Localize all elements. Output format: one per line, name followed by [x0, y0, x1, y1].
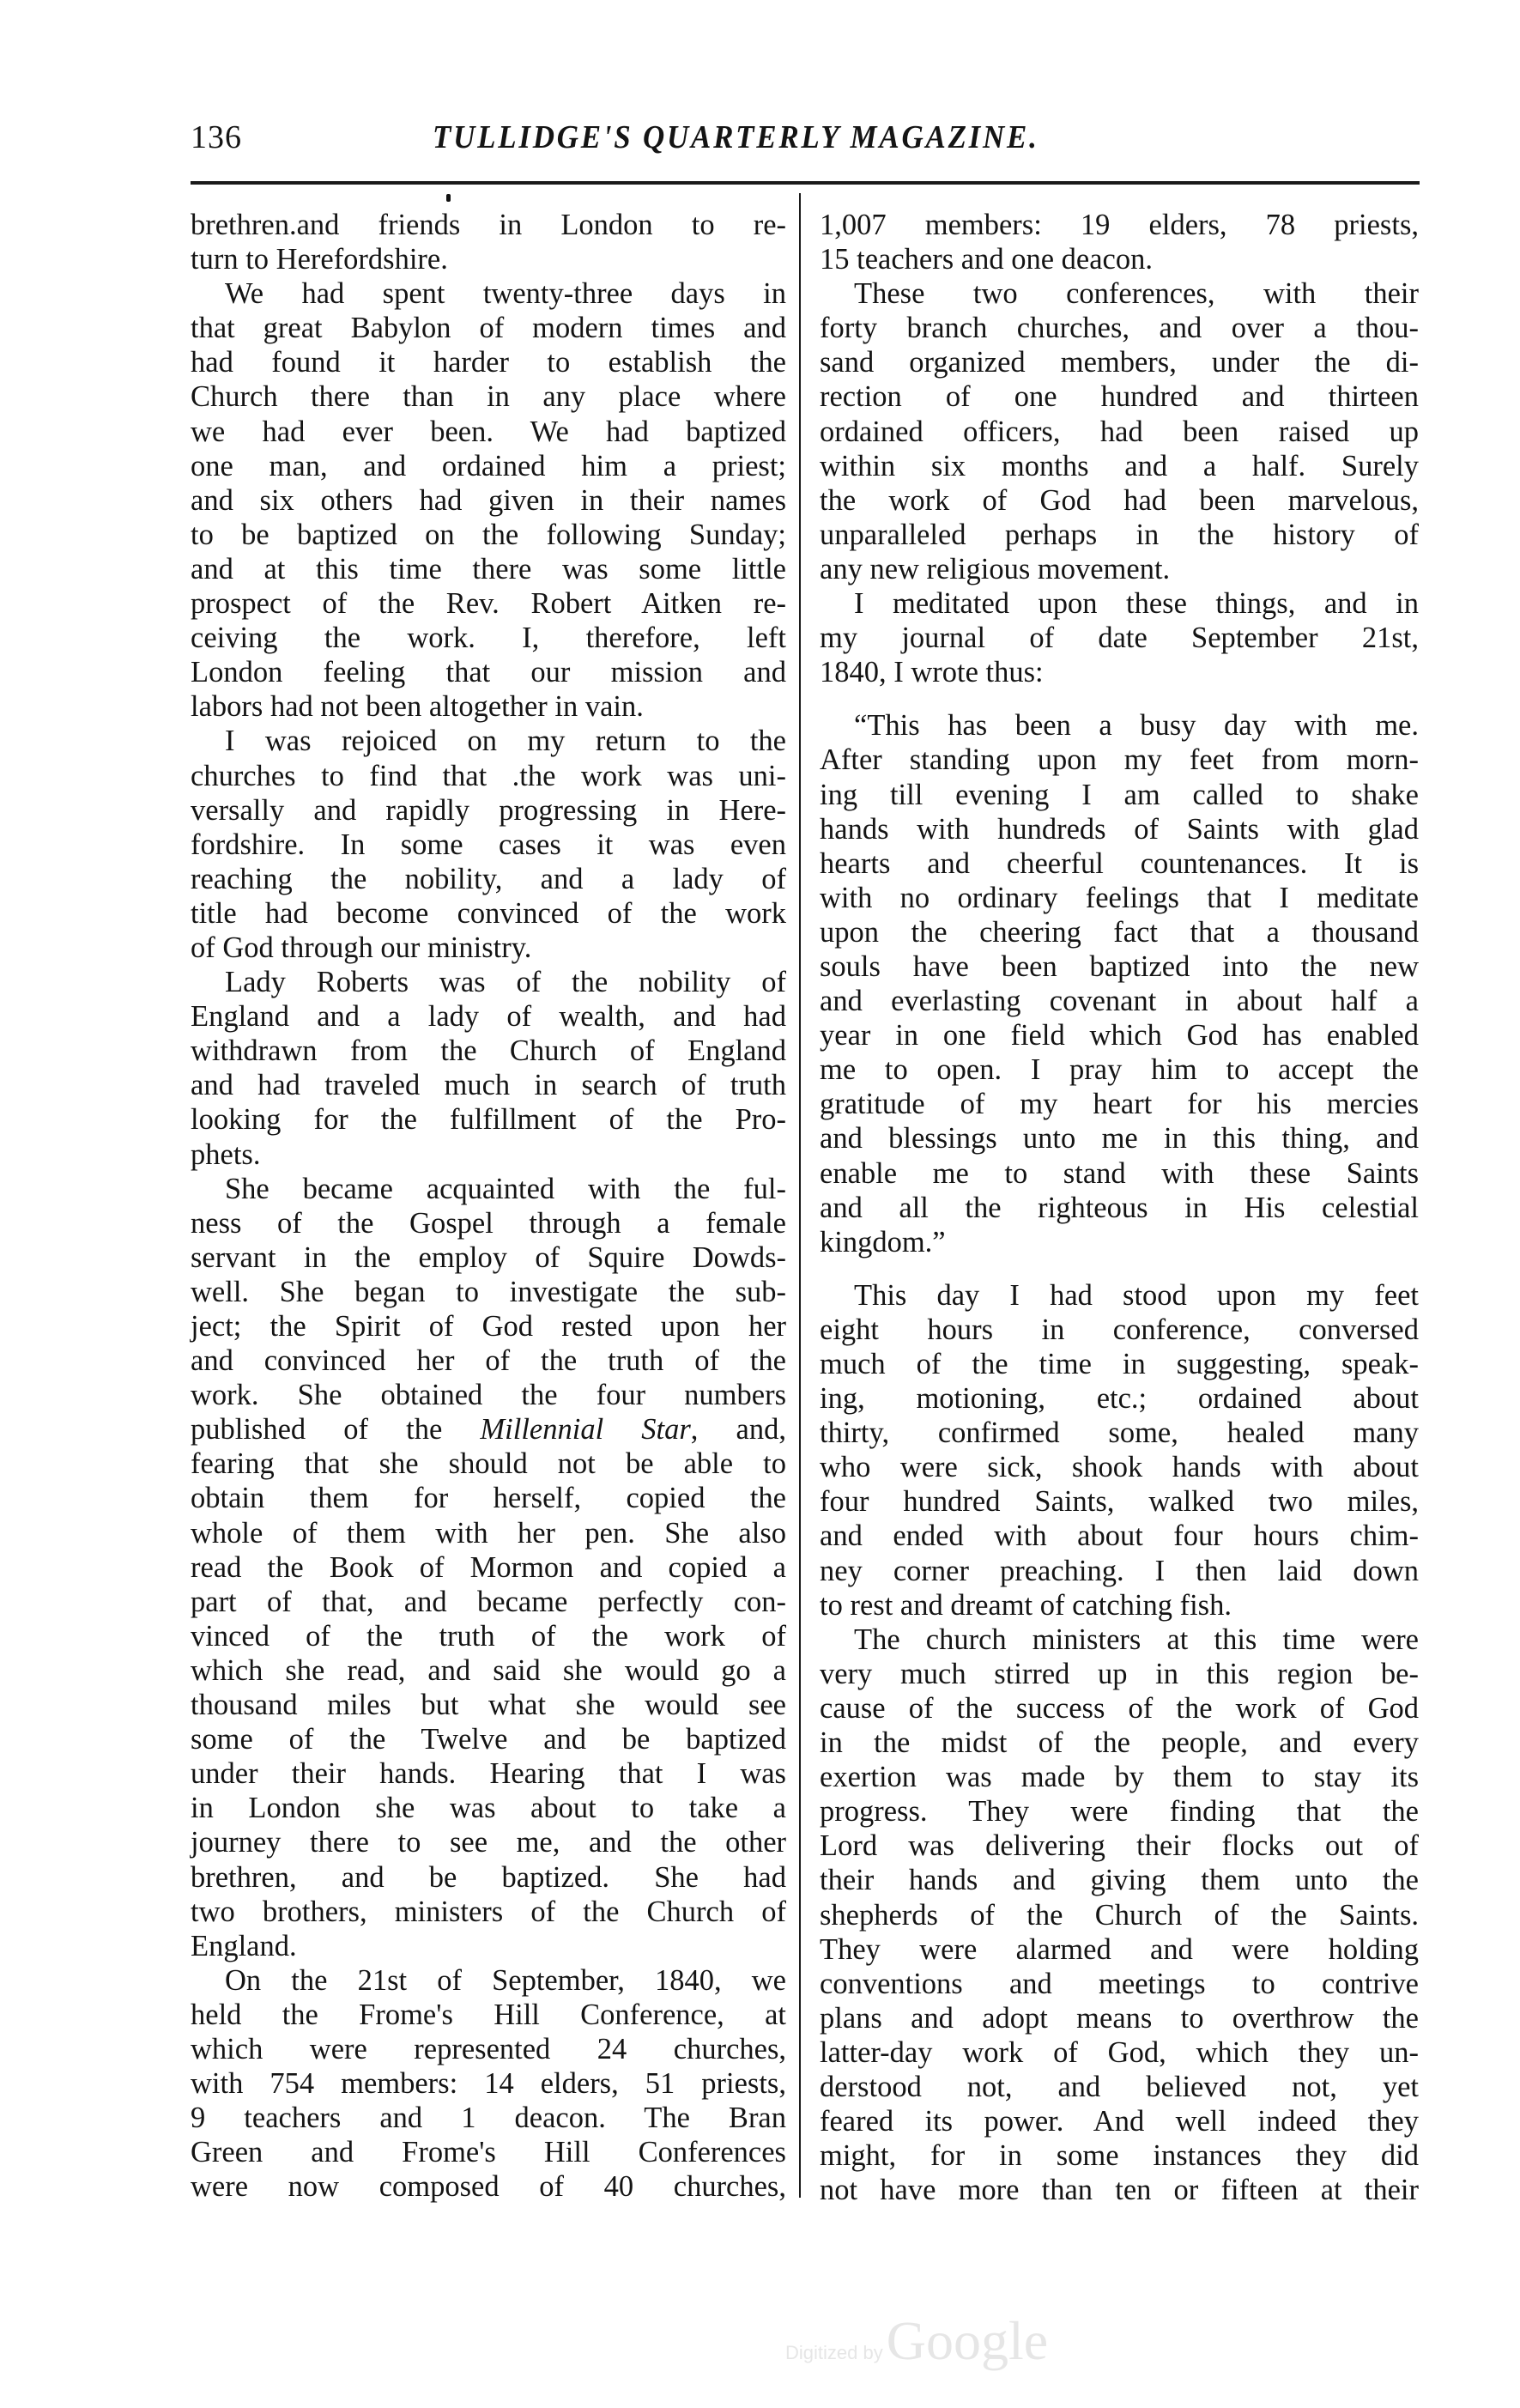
- line-text: not have more than ten or fifteen at their: [820, 2174, 1419, 2207]
- text-line: [820, 778, 1419, 812]
- left-column: [191, 208, 786, 2204]
- line-text-after: , and,: [690, 1413, 786, 1447]
- line-text: ing till evening I am called to shake: [820, 778, 1419, 811]
- page-number: 136: [191, 119, 242, 155]
- text-line: [820, 2001, 1419, 2035]
- text-line: [191, 208, 786, 242]
- line-text: might, for in some instances they did: [820, 2139, 1419, 2173]
- text-line: [820, 1191, 1419, 1225]
- text-line: [191, 621, 786, 655]
- text-line: [191, 1378, 786, 1412]
- text-line: [820, 655, 1419, 689]
- text-line: [820, 345, 1419, 379]
- line-text: we had ever been. We had baptized: [191, 415, 786, 448]
- line-text: very much stirred up in this region be-: [820, 1657, 1419, 1690]
- text-line: [820, 1863, 1419, 1897]
- text-line: [191, 896, 786, 931]
- line-text: enable me to stand with these Saints: [820, 1156, 1419, 1190]
- text-line: [191, 655, 786, 689]
- line-text: turn to Herefordshire.: [191, 243, 448, 276]
- watermark-prefix: Digitized by: [785, 2342, 883, 2363]
- line-text: unparalleled perhaps in the history of: [820, 518, 1419, 551]
- line-text: servant in the employ of Squire Dowds-: [191, 1240, 786, 1274]
- line-text: in the midst of the people, and every: [820, 1726, 1419, 1760]
- text-line: [820, 1278, 1419, 1313]
- text-line: [820, 208, 1419, 242]
- line-text: published of the: [191, 1413, 481, 1447]
- text-line: [820, 1829, 1419, 1863]
- line-text: England.: [191, 1929, 297, 1962]
- line-text: She became acquainted with the ful-: [225, 1172, 786, 1205]
- text-line: [820, 1519, 1419, 1553]
- line-text: in London she was about to take a: [191, 1792, 786, 1825]
- line-text: phets.: [191, 1137, 261, 1171]
- text-line: [191, 965, 786, 999]
- text-line: [820, 586, 1419, 621]
- text-line: [820, 1554, 1419, 1588]
- line-text: one man, and ordained him a priest;: [191, 449, 786, 482]
- text-line: [820, 242, 1419, 276]
- text-line: [191, 242, 786, 276]
- google-logo-text: Google: [886, 2310, 1049, 2371]
- text-line: [191, 862, 786, 896]
- text-line: [820, 2035, 1419, 2070]
- text-line: [820, 1225, 1419, 1259]
- text-line: [191, 1240, 786, 1275]
- line-text: cause of the success of the work of God: [820, 1691, 1419, 1725]
- line-text: 9 teachers and 1 deacon. The Bran: [191, 2102, 786, 2135]
- text-line: [191, 586, 786, 621]
- line-text: England and a lady of wealth, and had: [191, 1000, 786, 1034]
- text-line: [191, 1722, 786, 1756]
- text-line: [820, 1623, 1419, 1657]
- line-text: year in one field which God has enabled: [820, 1019, 1419, 1052]
- text-line: [191, 345, 786, 379]
- text-line: [820, 1450, 1419, 1484]
- line-text: eight hours in conference, conversed: [820, 1313, 1419, 1346]
- text-line: [191, 1998, 786, 2032]
- line-text: and convinced her of the truth of the: [191, 1344, 786, 1378]
- line-text: This day I had stood upon my feet: [854, 1278, 1419, 1312]
- italic-title: Millennial Star: [480, 1413, 691, 1447]
- text-line: [191, 793, 786, 828]
- text-line: [191, 1860, 786, 1895]
- text-line: [820, 1588, 1419, 1623]
- text-line: [191, 1688, 786, 1722]
- text-line: [191, 2101, 786, 2135]
- line-text: hearts and cheerful countenances. It is: [820, 846, 1419, 880]
- text-line: [191, 483, 786, 518]
- line-text: upon the cheering fact that a thousand: [820, 915, 1419, 949]
- text-line: [820, 1726, 1419, 1760]
- line-text: I meditated upon these things, and in: [854, 587, 1419, 621]
- text-line: [820, 415, 1419, 449]
- line-text: some of the Twelve and be baptized: [191, 1723, 786, 1756]
- line-text: to rest and dreamt of catching fish.: [820, 1588, 1232, 1622]
- line-text: feared its power. And well indeed they: [820, 2105, 1419, 2138]
- line-text: were now composed of 40 churches,: [191, 2170, 786, 2204]
- line-text: Lord was delivering their flocks out of: [820, 1829, 1419, 1863]
- text-line: [820, 1657, 1419, 1691]
- paragraph-gap: [820, 689, 1419, 708]
- text-line: [820, 621, 1419, 655]
- line-text: ness of the Gospel through a female: [191, 1206, 786, 1240]
- line-text: read the Book of Mormon and copied a: [191, 1550, 786, 1584]
- line-text: thousand miles but what she would see: [191, 1689, 786, 1722]
- line-text: whole of them with her pen. She also: [191, 1516, 786, 1550]
- line-text: Green and Frome's Hill Conferences: [191, 2136, 786, 2169]
- line-text: plans and adopt means to overthrow the: [820, 2001, 1419, 2035]
- column-divider: [799, 193, 801, 2198]
- line-text: gratitude of my heart for his mercies: [820, 1088, 1419, 1121]
- line-text: and had traveled much in search of truth: [191, 1069, 786, 1102]
- line-text: title had become convinced of the work: [191, 896, 786, 930]
- line-text: 15 teachers and one deacon.: [820, 243, 1153, 276]
- line-text: The church ministers at this time were: [854, 1623, 1419, 1656]
- line-text: Church there than in any place where: [191, 380, 786, 414]
- line-text: two brothers, ministers of the Church of: [191, 1895, 786, 1928]
- line-text: hands with hundreds of Saints with glad: [820, 812, 1419, 846]
- text-line: [820, 276, 1419, 311]
- line-text: my journal of date September 21st,: [820, 622, 1419, 655]
- text-line: [191, 311, 786, 345]
- line-text: derstood not, and believed not, yet: [820, 2070, 1419, 2103]
- line-text: brethren.and friends in London to re-: [191, 209, 786, 241]
- line-text: any new religious movement.: [820, 552, 1171, 585]
- line-text: brethren, and be baptized. She had: [191, 1860, 786, 1894]
- text-line: [820, 2070, 1419, 2104]
- text-line: [191, 931, 786, 965]
- line-text: sand organized members, under the di-: [820, 346, 1419, 379]
- text-line: [820, 1484, 1419, 1519]
- text-line: [820, 311, 1419, 345]
- line-text: with no ordinary feelings that I meditate: [820, 881, 1419, 914]
- text-line: [191, 1756, 786, 1791]
- line-text: the work of God had been marvelous,: [820, 483, 1419, 517]
- text-line: [191, 759, 786, 793]
- line-text: much of the time in suggesting, speak-: [820, 1348, 1419, 1380]
- text-line: [820, 1121, 1419, 1155]
- text-line: [191, 1895, 786, 1929]
- text-line: [191, 1172, 786, 1206]
- print-speck: [446, 194, 451, 202]
- line-text: who were sick, shook hands with about: [820, 1451, 1419, 1484]
- line-text: On the 21st of September, 1840, we: [225, 1963, 786, 1997]
- line-text: and blessings unto me in this thing, and: [820, 1122, 1419, 1155]
- line-text: 1840, I wrote thus:: [820, 656, 1044, 689]
- line-text: of God through our ministry.: [191, 931, 532, 964]
- line-text: We had spent twenty-three days in: [225, 277, 786, 311]
- text-line: [191, 1412, 786, 1447]
- text-line: [191, 1516, 786, 1550]
- line-text: exertion was made by them to stay its: [820, 1761, 1419, 1794]
- right-column: [820, 208, 1419, 2207]
- text-line: [191, 1068, 786, 1102]
- text-line: [820, 552, 1419, 586]
- text-line: [191, 689, 786, 724]
- line-text: These two conferences, with their: [854, 277, 1419, 311]
- text-line: [191, 518, 786, 552]
- text-line: [820, 1691, 1419, 1726]
- text-line: [191, 828, 786, 862]
- text-line: [191, 1447, 786, 1481]
- line-text: four hundred Saints, walked two miles,: [820, 1485, 1419, 1519]
- line-text: ing, motioning, etc.; ordained about: [820, 1382, 1419, 1416]
- line-text: reaching the nobility, and a lady of: [191, 862, 786, 895]
- line-text: their hands and giving them unto the: [820, 1864, 1419, 1897]
- line-text: journey there to see me, and the other: [191, 1826, 786, 1859]
- line-text: ceiving the work. I, therefore, left: [191, 622, 786, 655]
- line-text: latter-day work of God, which they un-: [820, 2035, 1419, 2069]
- line-text: which she read, and said she would go a: [191, 1653, 786, 1687]
- line-text: with 754 members: 14 elders, 51 priests,: [191, 2067, 786, 2101]
- line-text: and all the righteous in His celestial: [820, 1191, 1419, 1224]
- text-line: [820, 449, 1419, 483]
- line-text: ordained officers, had been raised up: [820, 415, 1419, 448]
- line-text: versally and rapidly progressing in Here-: [191, 793, 786, 827]
- line-text: thirty, confirmed some, healed many: [820, 1416, 1419, 1450]
- line-text: After standing upon my feet from morn-: [820, 743, 1419, 777]
- line-text: within six months and a half. Surely: [820, 449, 1419, 482]
- running-title: TULLIDGE'S QUARTERLY MAGAZINE.: [433, 119, 1039, 155]
- line-text: which were represented 24 churches,: [191, 2032, 786, 2065]
- line-text: ney corner preaching. I then laid down: [820, 1554, 1419, 1587]
- line-text: held the Frome's Hill Conference, at: [191, 1998, 786, 2031]
- text-line: [820, 2104, 1419, 2138]
- line-text: part of that, and became perfectly con-: [191, 1585, 786, 1618]
- line-text: “This has been a busy day with me.: [854, 709, 1419, 743]
- header-rule: [191, 181, 1420, 185]
- text-line: [820, 1898, 1419, 1932]
- line-text: They were alarmed and were holding: [820, 1932, 1419, 1966]
- line-text: and ended with about four hours chim-: [820, 1519, 1419, 1553]
- text-line: [191, 724, 786, 758]
- text-line: [191, 1344, 786, 1378]
- text-line: [820, 1156, 1419, 1191]
- text-line: [191, 1102, 786, 1137]
- line-text: fearing that she should not be able to: [191, 1447, 786, 1481]
- text-line: [191, 1619, 786, 1653]
- text-line: [191, 1309, 786, 1344]
- text-line: [820, 1381, 1419, 1416]
- text-line: [191, 1825, 786, 1859]
- text-line: [820, 984, 1419, 1018]
- text-line: [191, 276, 786, 311]
- line-text: to be baptized on the following Sunday;: [191, 518, 786, 551]
- text-line: [191, 1791, 786, 1825]
- text-line: [820, 1087, 1419, 1121]
- text-line: [820, 881, 1419, 915]
- line-text: prospect of the Rev. Robert Aitken re-: [191, 587, 786, 621]
- line-text: and six others had given in their names: [191, 483, 786, 517]
- text-line: [820, 812, 1419, 846]
- text-line: [191, 2066, 786, 2101]
- running-header: [191, 118, 1418, 167]
- text-line: [191, 2135, 786, 2169]
- text-line: [820, 379, 1419, 414]
- text-line: [191, 1963, 786, 1998]
- line-text: and everlasting covenant in about half a: [820, 985, 1419, 1018]
- paragraph-gap: [820, 1259, 1419, 1278]
- line-text: I was rejoiced on my return to the: [225, 725, 786, 758]
- text-line: [820, 1052, 1419, 1087]
- text-line: [820, 915, 1419, 949]
- line-text: vinced of the truth of the work of: [191, 1619, 786, 1653]
- line-text: that great Babylon of modern times and: [191, 312, 786, 345]
- line-text: and at this time there was some little: [191, 552, 786, 585]
- text-line: [191, 2032, 786, 2066]
- line-text: Lady Roberts was of the nobility of: [225, 966, 786, 999]
- text-line: [191, 415, 786, 449]
- text-line: [820, 2173, 1419, 2207]
- line-text: fordshire. In some cases it was even: [191, 828, 786, 861]
- text-line: [191, 1929, 786, 1963]
- text-line: [820, 1416, 1419, 1450]
- line-text: work. She obtained the four numbers: [191, 1379, 786, 1412]
- line-text: under their hands. Hearing that I was: [191, 1757, 786, 1791]
- text-line: [820, 1347, 1419, 1381]
- digitized-watermark: [785, 2309, 1048, 2373]
- line-text: conventions and meetings to contrive: [820, 1967, 1419, 2000]
- line-text: ject; the Spirit of God rested upon her: [191, 1310, 786, 1343]
- text-line: [820, 483, 1419, 518]
- line-text: London feeling that our mission and: [191, 656, 786, 689]
- text-line: [820, 1932, 1419, 1967]
- text-line: [191, 1137, 786, 1172]
- text-line: [191, 1481, 786, 1515]
- line-text: labors had not been altogether in vain.: [191, 690, 644, 724]
- line-text: 1,007 members: 19 elders, 78 priests,: [820, 209, 1419, 241]
- text-line: [191, 2169, 786, 2204]
- text-line: [191, 379, 786, 414]
- text-line: [191, 1275, 786, 1309]
- text-line: [820, 708, 1419, 743]
- text-line: [820, 949, 1419, 984]
- line-text: shepherds of the Church of the Saints.: [820, 1898, 1419, 1932]
- text-line: [820, 1313, 1419, 1347]
- line-text: obtain them for herself, copied the: [191, 1482, 786, 1515]
- line-text: forty branch churches, and over a thou-: [820, 312, 1419, 345]
- text-line: [191, 1206, 786, 1240]
- text-line: [820, 518, 1419, 552]
- line-text: me to open. I pray him to accept the: [820, 1053, 1419, 1087]
- line-text: well. She began to investigate the sub-: [191, 1275, 786, 1308]
- line-text: churches to find that .the work was uni-: [191, 759, 786, 792]
- text-line: [191, 1585, 786, 1619]
- line-text: withdrawn from the Church of England: [191, 1034, 786, 1068]
- text-line: [191, 1034, 786, 1068]
- text-line: [820, 1794, 1419, 1829]
- line-text: looking for the fulfillment of the Pro-: [191, 1103, 786, 1137]
- text-line: [820, 2138, 1419, 2173]
- line-text: souls have been baptized into the new: [820, 949, 1419, 983]
- text-line: [820, 1967, 1419, 2001]
- line-text: progress. They were finding that the: [820, 1795, 1419, 1829]
- text-line: [820, 846, 1419, 881]
- line-text: had found it harder to establish the: [191, 346, 786, 379]
- text-line: [820, 743, 1419, 777]
- line-text: kingdom.”: [820, 1225, 946, 1259]
- text-line: [820, 1018, 1419, 1052]
- line-text: rection of one hundred and thirteen: [820, 380, 1419, 414]
- text-line: [191, 449, 786, 483]
- text-line: [191, 1550, 786, 1585]
- text-line: [191, 1653, 786, 1688]
- text-line: [820, 1760, 1419, 1794]
- text-line: [191, 999, 786, 1034]
- text-line: [191, 552, 786, 586]
